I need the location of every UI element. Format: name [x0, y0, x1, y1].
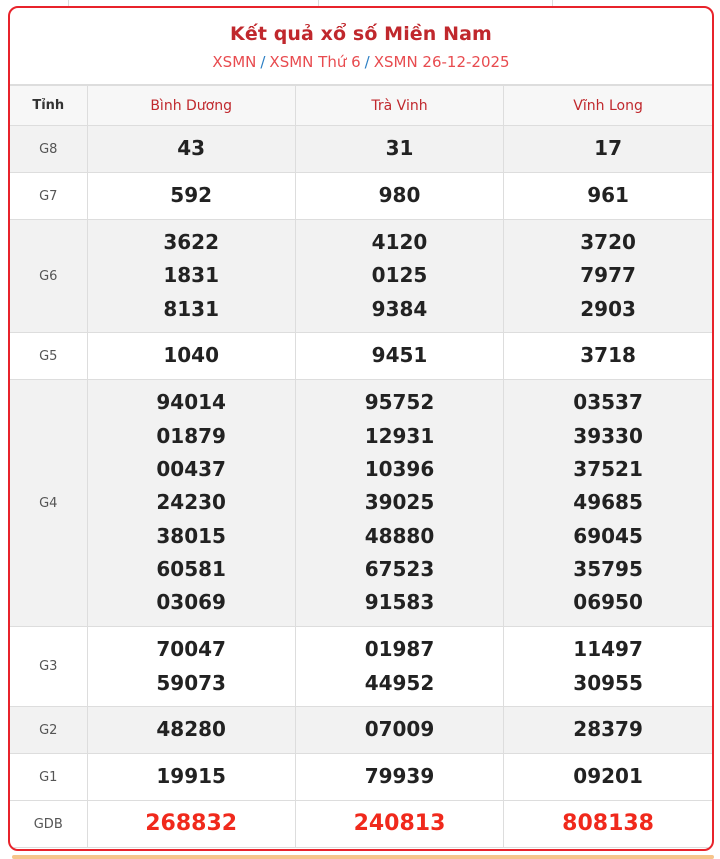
breadcrumb	[10, 52, 712, 72]
prize-number: 961	[587, 183, 629, 208]
prize-number: 9451	[371, 343, 428, 368]
prize-number: 24230	[156, 490, 226, 515]
result-cell	[87, 801, 295, 848]
prize-label: G8	[10, 126, 87, 173]
result-cell	[87, 754, 295, 801]
province-vinh-long[interactable]: Vĩnh Long	[504, 86, 712, 126]
special-prize-number: 268832	[145, 811, 238, 837]
prize-number: 09201	[573, 764, 643, 789]
prize-number: 0125	[371, 263, 428, 288]
result-cell	[504, 754, 712, 801]
prize-number: 60581	[156, 556, 226, 581]
table-row-g3	[10, 627, 712, 707]
prize-label: G4	[10, 380, 87, 627]
prize-label: G7	[10, 173, 87, 220]
result-cell	[504, 333, 712, 380]
prize-number: 03537	[573, 390, 643, 415]
result-cell	[295, 126, 503, 173]
prize-number: 10396	[364, 457, 435, 482]
result-cell	[295, 333, 503, 380]
table-row-g6	[10, 220, 712, 333]
bottom-edge	[12, 855, 714, 859]
prize-number: 35795	[573, 556, 643, 581]
prize-number: 59073	[156, 670, 226, 695]
page-title: Kết quả xổ số Miền Nam	[230, 23, 492, 45]
prize-number: 12931	[364, 423, 435, 448]
breadcrumb-xsmn-date[interactable]: XSMN 26-12-2025	[373, 53, 510, 71]
prize-number: 980	[378, 183, 421, 208]
special-prize-number: 240813	[353, 811, 446, 837]
result-cell	[87, 707, 295, 754]
province-tra-vinh[interactable]: Trà Vinh	[295, 86, 503, 126]
result-cell	[295, 801, 503, 848]
prize-number: 67523	[364, 556, 435, 581]
table-row-g1	[10, 754, 712, 801]
result-cell	[295, 173, 503, 220]
result-cell	[87, 173, 295, 220]
result-cell	[295, 380, 503, 627]
results-card	[8, 6, 714, 851]
table-row-g5	[10, 333, 712, 380]
result-cell	[87, 380, 295, 627]
prize-number: 2903	[580, 296, 636, 321]
prize-number: 48880	[364, 523, 435, 548]
result-cell	[87, 220, 295, 333]
prize-label: G2	[10, 707, 87, 754]
prize-number: 4120	[371, 230, 428, 255]
result-cell	[504, 380, 712, 627]
prize-number: 79939	[364, 764, 435, 789]
prize-label: G5	[10, 333, 87, 380]
result-cell	[295, 627, 503, 707]
result-cell	[504, 126, 712, 173]
result-cell	[87, 126, 295, 173]
card-header	[10, 8, 712, 85]
prize-number: 31	[385, 136, 414, 161]
prize-number: 01879	[156, 423, 226, 448]
prize-number: 94014	[156, 390, 226, 415]
prize-number: 19915	[156, 764, 226, 789]
result-cell	[295, 707, 503, 754]
prize-number: 28379	[573, 717, 643, 742]
prize-number: 7977	[580, 263, 636, 288]
prize-number: 49685	[573, 490, 643, 515]
prize-number: 01987	[364, 637, 435, 662]
table-row-g2	[10, 707, 712, 754]
prize-label: G1	[10, 754, 87, 801]
prize-number: 00437	[156, 457, 226, 482]
table-header-row	[10, 86, 712, 126]
result-cell	[295, 754, 503, 801]
prize-number: 95752	[364, 390, 435, 415]
table-row-gdb	[10, 801, 712, 848]
breadcrumb-xsmn-weekday[interactable]: XSMN Thứ 6	[269, 53, 361, 71]
table-row-g8	[10, 126, 712, 173]
province-binh-duong[interactable]: Bình Dương	[87, 86, 295, 126]
results-table	[10, 85, 712, 848]
result-cell	[504, 173, 712, 220]
prize-number: 91583	[364, 590, 435, 615]
breadcrumb-separator: /	[364, 53, 370, 71]
prize-number: 70047	[156, 637, 226, 662]
result-cell	[504, 707, 712, 754]
prize-number: 44952	[364, 670, 435, 695]
prize-number: 03069	[156, 590, 226, 615]
table-row-g4	[10, 380, 712, 627]
result-cell	[87, 627, 295, 707]
prize-number: 8131	[163, 296, 219, 321]
prize-number: 69045	[573, 523, 643, 548]
prize-number: 592	[170, 183, 213, 208]
prize-number: 48280	[156, 717, 226, 742]
province-column-header: Tỉnh	[10, 86, 87, 126]
breadcrumb-separator: /	[260, 53, 266, 71]
table-row-g7	[10, 173, 712, 220]
result-cell	[504, 627, 712, 707]
prize-number: 39025	[364, 490, 435, 515]
prize-number: 1040	[163, 343, 219, 368]
prize-number: 3622	[163, 230, 219, 255]
prize-number: 1831	[163, 263, 219, 288]
prize-number: 37521	[573, 457, 643, 482]
result-cell	[504, 220, 712, 333]
prize-number: 07009	[364, 717, 435, 742]
result-cell	[87, 333, 295, 380]
special-prize-number: 808138	[562, 811, 654, 837]
prize-number: 3718	[580, 343, 636, 368]
prize-number: 06950	[573, 590, 643, 615]
prize-number: 38015	[156, 523, 226, 548]
breadcrumb-xsmn[interactable]: XSMN	[212, 53, 257, 71]
prize-label: G3	[10, 627, 87, 707]
result-cell	[295, 220, 503, 333]
prize-number: 30955	[573, 670, 643, 695]
prize-number: 11497	[573, 637, 643, 662]
prize-label: GDB	[10, 801, 87, 848]
result-cell	[504, 801, 712, 848]
prize-number: 17	[594, 136, 622, 161]
prize-number: 3720	[580, 230, 636, 255]
prize-number: 39330	[573, 423, 643, 448]
prize-label: G6	[10, 220, 87, 333]
prize-number: 43	[177, 136, 206, 161]
prize-number: 9384	[371, 296, 428, 321]
